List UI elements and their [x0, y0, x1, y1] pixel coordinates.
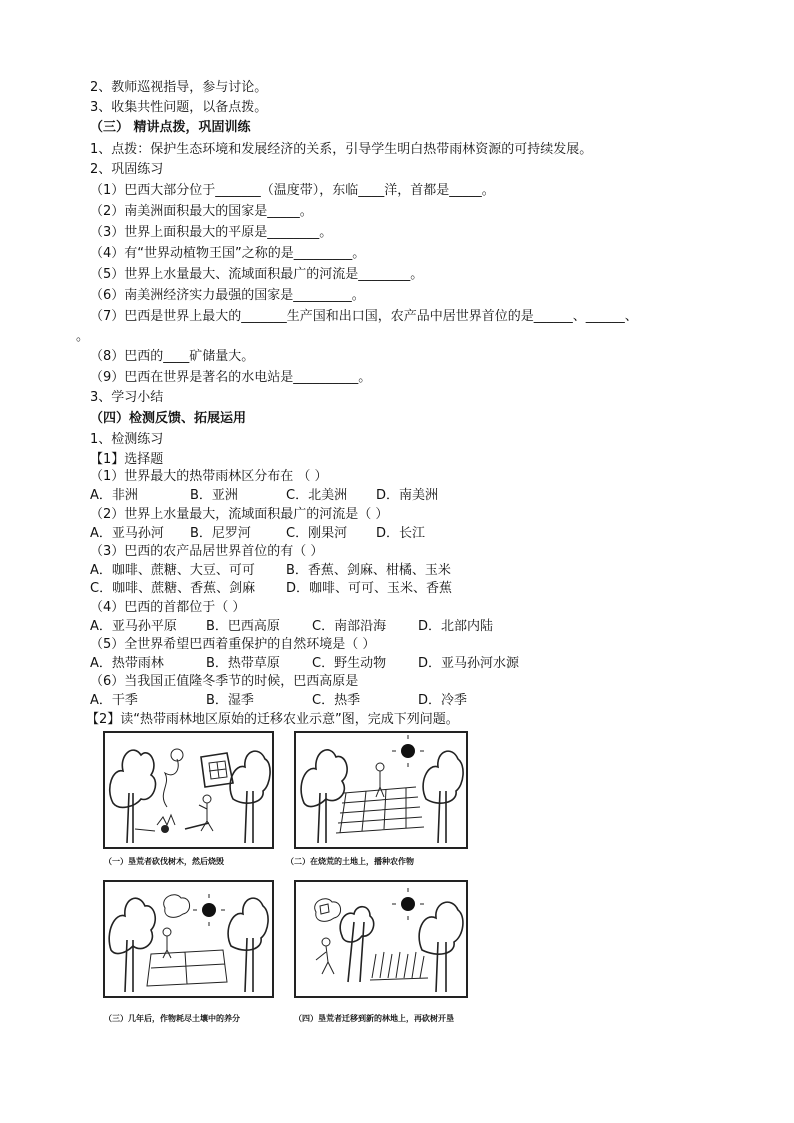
option: A．亚马孙平原: [90, 619, 177, 634]
planting-illustration: [296, 733, 466, 847]
question-line: （8）巴西的____矿储量大。: [90, 349, 255, 364]
option: C．南部沿海: [312, 619, 387, 634]
illustration-panel-4: [294, 880, 468, 998]
section-heading: （三） 精讲点拨，巩固训练: [90, 120, 251, 135]
text-line: 【1】选择题: [90, 452, 164, 467]
choice-question: （1）世界最大的热带雨林区分布在 （ ）: [90, 469, 328, 484]
text-line: 2、巩固练习: [90, 162, 164, 177]
option: B．湿季: [206, 693, 254, 708]
option: A．非洲: [90, 488, 138, 503]
question-line: （6）南美洲经济实力最强的国家是_________。: [90, 288, 365, 303]
choice-question: （2）世界上水量最大，流域面积最广的河流是（ ）: [90, 507, 389, 522]
text-line: 3、收集共性问题，以备点拨。: [90, 100, 268, 115]
text-line: 。: [76, 329, 90, 344]
tree-fire-illustration: [105, 733, 272, 847]
illustration-panel-3: [103, 880, 274, 998]
option: B．香蕉、剑麻、柑橘、玉米: [286, 563, 451, 578]
option: D．北部内陆: [418, 619, 494, 634]
choice-question: （6）当我国正值隆冬季节的时候，巴西高原是: [90, 674, 359, 689]
option: B．巴西高原: [206, 619, 280, 634]
choice-question: （3）巴西的农产品居世界首位的有（ ）: [90, 544, 324, 559]
question-line: （2）南美洲面积最大的国家是_____。: [90, 204, 313, 219]
illustration-panel-2: [294, 731, 468, 849]
option: D．咖啡、可可、玉米、香蕉: [286, 581, 453, 596]
option: C．野生动物: [312, 656, 387, 671]
option: A．亚马孙河: [90, 526, 164, 541]
option: A．干季: [90, 693, 138, 708]
panel-caption: （一）垦荒者砍伐树木，然后烧毁: [104, 857, 224, 866]
question-line: （7）巴西是世界上最大的_______生产国和出口国，农产品中居世界首位的是______、______、: [90, 309, 638, 324]
question-line: （4）有“世界动植物王国”之称的是_________。: [90, 246, 366, 261]
option: C．北美洲: [286, 488, 348, 503]
panel-caption: （四）垦荒者迁移到新的林地上，再砍树开垦: [294, 1014, 454, 1023]
option: A．咖啡、蔗糖、大豆、可可: [90, 563, 255, 578]
section-heading: （四）检测反馈、拓展运用: [90, 411, 247, 426]
option: A．热带雨林: [90, 656, 164, 671]
text-line: 【2】读“热带雨林地区原始的迁移农业示意”图，完成下列问题。: [86, 712, 459, 727]
option: D．南美洲: [376, 488, 439, 503]
question-line: （5）世界上水量最大、流域面积最广的河流是________。: [90, 267, 424, 282]
choice-question: （4）巴西的首都位于（ ）: [90, 600, 246, 615]
panel-caption: （二）在烧荒的土地上，播种农作物: [286, 857, 414, 866]
text-line: 1、检测练习: [90, 432, 164, 447]
option: D．长江: [376, 526, 426, 541]
question-line: （3）世界上面积最大的平原是________。: [90, 225, 333, 240]
text-line: 3、学习小结: [90, 390, 164, 405]
option: C．热季: [312, 693, 361, 708]
option: B．尼罗河: [190, 526, 251, 541]
migration-illustration: [296, 882, 466, 996]
choice-question: （5）全世界希望巴西着重保护的自然环境是（ ）: [90, 637, 376, 652]
question-line: （1）巴西大部分位于_______（温度带），东临____洋，首都是_____。: [90, 183, 495, 198]
depleted-field-illustration: [105, 882, 272, 996]
question-line: （9）巴西在世界是著名的水电站是__________。: [90, 370, 372, 385]
option: D．亚马孙河水源: [418, 656, 520, 671]
text-line: 2、教师巡视指导，参与讨论。: [90, 80, 268, 95]
panel-caption: （三）几年后，作物耗尽土壤中的养分: [104, 1014, 240, 1023]
option: B．热带草原: [206, 656, 280, 671]
option: C．咖啡、蔗糖、香蕉、剑麻: [90, 581, 256, 596]
text-line: 1、点拨：保护生态环境和发展经济的关系，引导学生明白热带雨林资源的可持续发展。: [90, 142, 593, 157]
option: B．亚洲: [190, 488, 238, 503]
option: C．刚果河: [286, 526, 348, 541]
illustration-panel-1: [103, 731, 274, 849]
option: D．冷季: [418, 693, 468, 708]
